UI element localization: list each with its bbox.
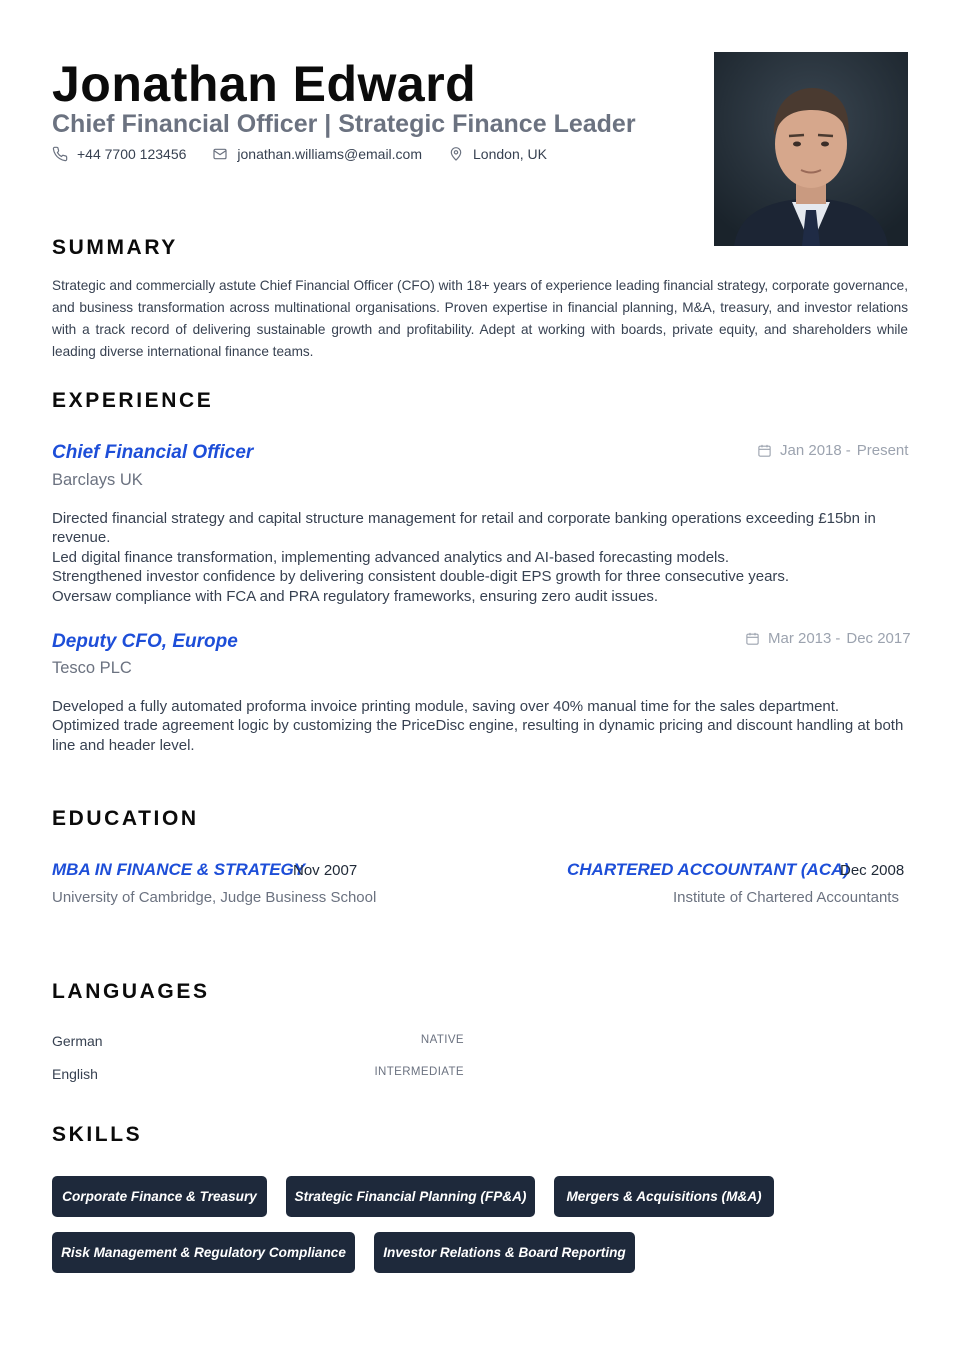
job-end-date: Present: [856, 442, 909, 459]
email-text: jonathan.williams@email.com: [237, 146, 423, 162]
mail-icon: [212, 146, 228, 162]
education-school: University of Cambridge, Judge Business School: [52, 889, 377, 906]
summary-text: Strategic and commercially astute Chief Financial Officer (CFO) with 18+ years of experience leading financial strategy, corporate governance, and business transformation across multinational organisations. Proven expertise in financial planning, M&A, treasury, and investor relations with a track record of delivering sustainable growth and profitability. Adept at working with boards, private equity, and shareholders while leading diverse international finance teams.: [52, 278, 908, 359]
job-company: Barclays UK: [52, 471, 143, 489]
calendar-icon: [757, 443, 772, 458]
skill-chip: Mergers & Acquisitions (M&A): [554, 1176, 774, 1217]
skill-chip: Strategic Financial Planning (FP&A): [286, 1176, 535, 1217]
calendar-icon: [745, 631, 760, 646]
job-bullet: Developed a fully automated proforma invoice printing module, saving over 40% manual time for the sales department.: [52, 698, 840, 715]
languages-heading: LANGUAGES: [52, 980, 210, 1003]
language-level: NATIVE: [420, 1034, 464, 1046]
job-start-date: Jan 2018: [780, 442, 842, 459]
job-start-date: Mar 2013: [768, 630, 832, 647]
candidate-name: Jonathan Edward: [52, 56, 477, 112]
job-bullet: Optimized trade agreement logic by customizing the PriceDisc engine, resulting in dynamic pricing and discount handling at both line and header level.: [52, 717, 904, 754]
contact-location: [448, 146, 547, 162]
job-title: Chief Financial Officer: [52, 442, 254, 463]
profile-photo: [714, 52, 908, 246]
skill-chip: Investor Relations & Board Reporting: [374, 1232, 635, 1273]
job-date-range: Mar 2013 - Dec 2017: [745, 630, 911, 647]
location-pin-icon: [448, 146, 464, 162]
job-title: Deputy CFO, Europe: [52, 631, 238, 652]
education-degree: CHARTERED ACCOUNTANT (ACA): [567, 860, 850, 879]
job-bullet: Strengthened investor confidence by delivering consistent double-digit EPS growth for three consecutive years.: [52, 568, 790, 586]
job-company: Tesco PLC: [52, 659, 132, 677]
summary-heading: SUMMARY: [52, 236, 178, 259]
contact-phone: [52, 146, 186, 162]
education-date: Nov 2007: [293, 862, 358, 879]
job-responsibilities: [52, 697, 912, 755]
job-responsibilities: [52, 509, 912, 606]
contact-info: [52, 146, 573, 162]
job-end-date: Dec 2017: [846, 630, 911, 647]
language-name: German: [52, 1033, 103, 1049]
job-bullet: Oversaw compliance with FCA and PRA regulatory frameworks, ensuring zero audit issues.: [52, 587, 659, 605]
experience-heading: EXPERIENCE: [52, 389, 214, 412]
education-school: Institute of Chartered Accountants: [673, 889, 899, 906]
skill-chip: Corporate Finance & Treasury: [52, 1176, 267, 1217]
skill-chip: Risk Management & Regulatory Compliance: [52, 1232, 355, 1273]
phone-text: +44 7700 123456: [77, 146, 187, 162]
candidate-title: Chief Financial Officer | Strategic Finance Leader: [52, 110, 636, 138]
job-date-range: Jan 2018 - Present: [757, 442, 908, 459]
job-bullet: Directed financial strategy and capital structure management for retail and corporate banking operations exceeding £15bn in revenue.: [52, 510, 876, 547]
phone-icon: [52, 146, 68, 162]
contact-email: [212, 146, 422, 162]
education-degree: MBA IN FINANCE & STRATEGY: [52, 860, 306, 879]
education-heading: EDUCATION: [52, 807, 199, 830]
language-level: INTERMEDIATE: [374, 1066, 464, 1078]
job-bullet: Led digital finance transformation, implementing advanced analytics and AI-based forecasting models.: [52, 548, 730, 566]
location-text: London, UK: [473, 146, 547, 162]
education-date: Dec 2008: [840, 862, 905, 879]
language-name: English: [52, 1066, 98, 1082]
skills-heading: SKILLS: [52, 1123, 143, 1146]
